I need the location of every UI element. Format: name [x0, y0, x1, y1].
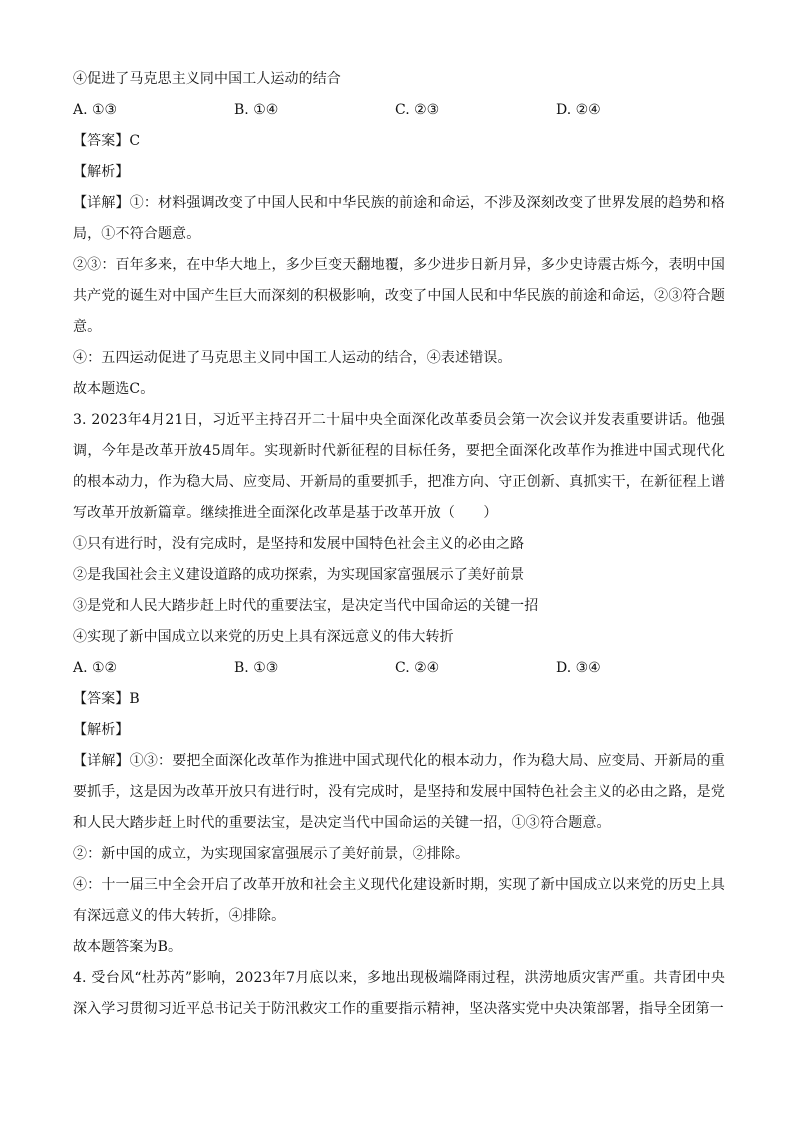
- q3-item-4: ④实现了新中国成立以来党的历史上具有深远意义的伟大转折: [73, 629, 454, 645]
- q2-option-d: D. ②④: [556, 102, 601, 118]
- q4-stem: 4. 受台风“杜苏芮”影响，2023年7月底以来，多地出现极端降雨过程，洪涝地质灾害严重。共青团中央深入学习贯彻习近平总书记关于防汛救灾工作的重要指示精神，坚决落实党中央决策部署，指导全团第一: [73, 970, 725, 1017]
- q2-detail-3: ④：五四运动促进了马克思主义同中国工人运动的结合，④表述错误。: [73, 350, 512, 366]
- q3-analysis-label: 【解析】: [73, 722, 130, 738]
- document-page: [73, 64, 725, 1025]
- q3-answer: 【答案】B: [73, 691, 140, 707]
- q3-detail-3: ④：十一届三中全会开启了改革开放和社会主义现代化建设新时期，实现了新中国成立以来党的历史上具有深远意义的伟大转折，④排除。: [73, 877, 725, 924]
- q3-item-2: ②是我国社会主义建设道路的成功探索，为实现国家富强展示了美好前景: [73, 567, 525, 583]
- q2-options: [73, 95, 725, 126]
- q3-options: [73, 653, 725, 684]
- q2-detail-2: ②③：百年多来，在中华大地上，多少巨变天翻地覆，多少进步日新月异，多少史诗震古烁今，表明中国共产党的诞生对中国产生巨大而深刻的积极影响，改变了中国人民和中华民族的前途和命运，②③符合题意。: [73, 257, 725, 335]
- q2-item-4: ④促进了马克思主义同中国工人运动的结合: [73, 71, 341, 87]
- q3-option-a: A. ①②: [73, 660, 118, 676]
- q2-option-c: C. ②③: [395, 102, 440, 118]
- q3-detail-2: ②：新中国的成立，为实现国家富强展示了美好前景，②排除。: [73, 846, 470, 862]
- q2-detail-1: 【详解】①：材料强调改变了中国人民和中华民族的前途和命运，不涉及深刻改变了世界发展的趋势和格局，①不符合题意。: [73, 195, 725, 242]
- q3-stem: 3. 2023年4月21日，习近平主持召开二十届中央全面深化改革委员会第一次会议并发表重要讲话。他强调，今年是改革开放45周年。实现新时代新征程的目标任务，要把全面深化改革作为推进中国式现代化的根本动力，作为稳大局、应变局、开新局的重要抓手，把准方向、守正创新、真抓实干，在新征程上谱写改革开放新篇章。继续推进全面深化改革是基于改革开放（ ）: [73, 412, 725, 521]
- q3-option-d: D. ③④: [556, 660, 601, 676]
- q3-option-b: B. ①③: [234, 660, 279, 676]
- q2-option-a: A. ①③: [73, 102, 118, 118]
- q3-option-c: C. ②④: [395, 660, 440, 676]
- q2-answer: 【答案】C: [73, 133, 141, 149]
- q2-option-b: B. ①④: [234, 102, 279, 118]
- q3-item-3: ③是党和人民大踏步赶上时代的重要法宝，是决定当代中国命运的关键一招: [73, 598, 539, 614]
- q2-analysis-label: 【解析】: [73, 164, 130, 180]
- q3-conclusion: 故本题答案为B。: [73, 939, 183, 955]
- q2-conclusion: 故本题选C。: [73, 381, 155, 397]
- q3-detail-1: 【详解】①③：要把全面深化改革作为推进中国式现代化的根本动力，作为稳大局、应变局、开新局的重要抓手，这是因为改革开放只有进行时，没有完成时，是坚持和发展中国特色社会主义的必由之路，是党和人民大踏步赶上时代的重要法宝，是决定当代中国命运的关键一招，①③符合题意。: [73, 753, 725, 831]
- q3-item-1: ①只有进行时，没有完成时，是坚持和发展中国特色社会主义的必由之路: [73, 536, 525, 552]
